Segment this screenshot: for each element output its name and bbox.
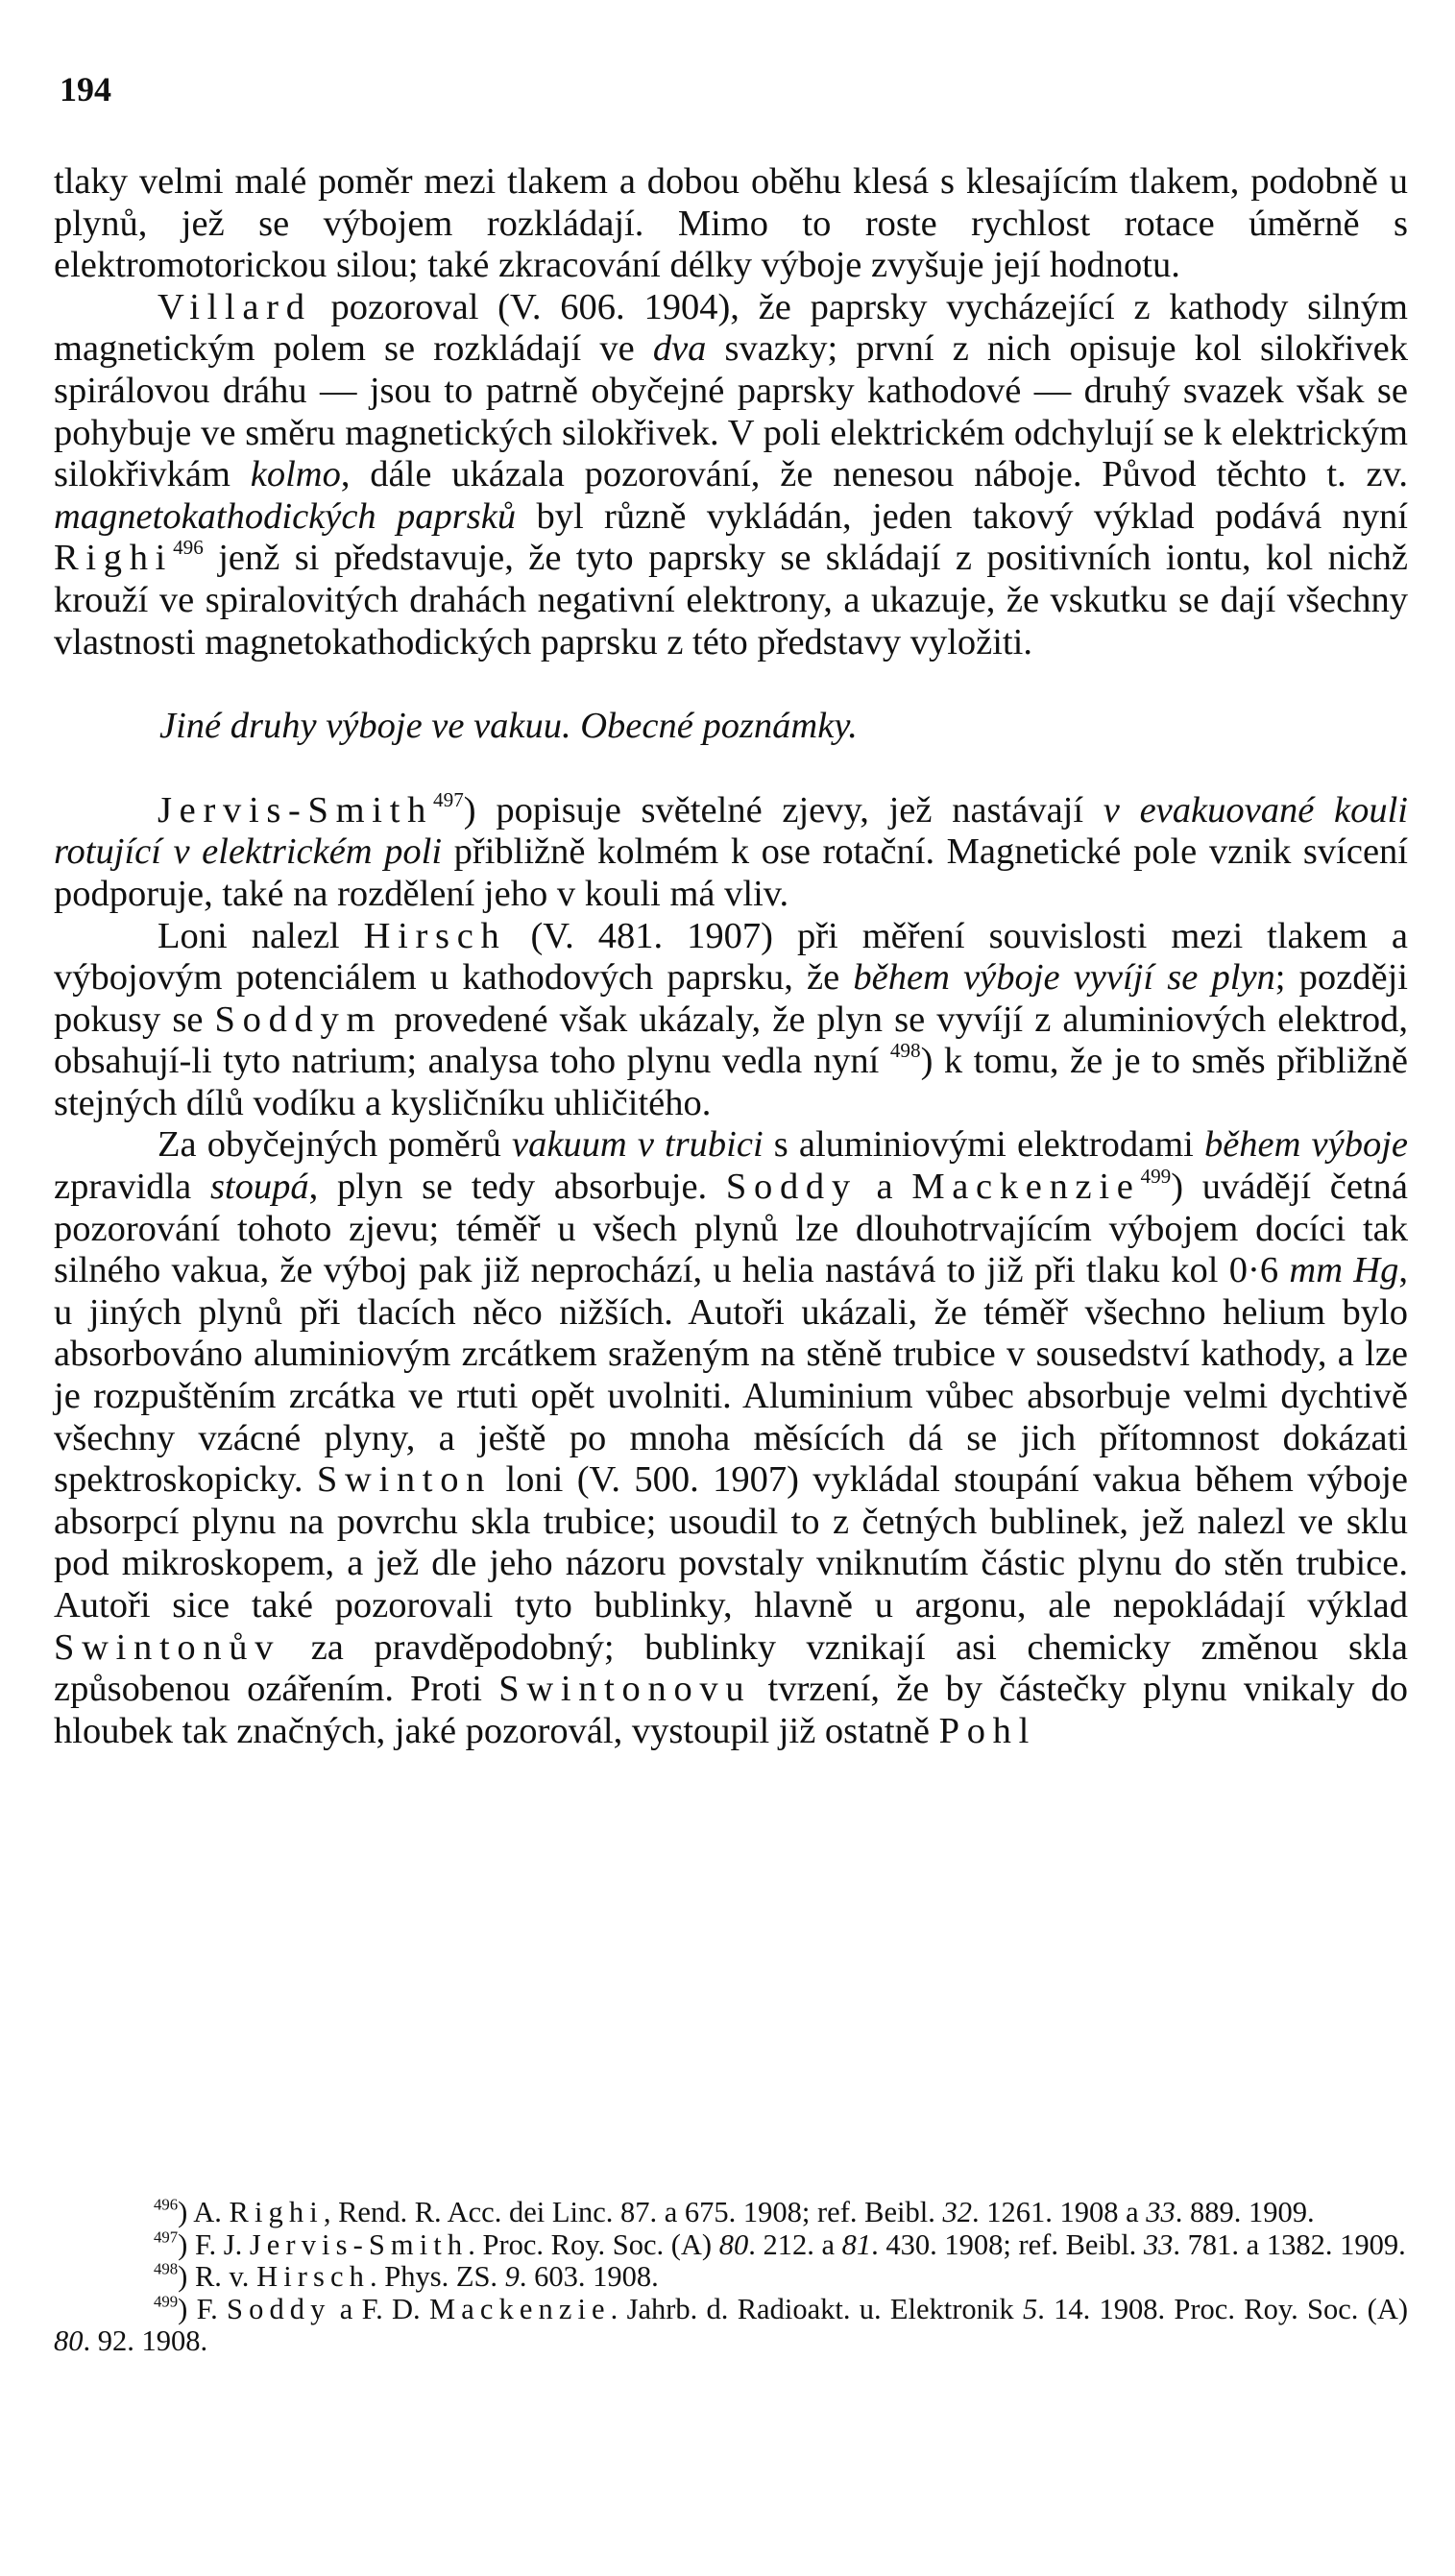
volume-number: 80 [718,2227,749,2261]
volume-number: 5 [1022,2292,1038,2325]
author-name-pohl: Pohl [938,1710,1037,1751]
author-name-mackenzie: Mackenzie [911,1167,1141,1208]
paragraph-vacuum [54,1124,1408,1752]
emphasis-text: během výboje [1203,1124,1408,1166]
text-run: zpravidla [54,1167,210,1208]
emphasis-text: dva [652,328,707,370]
author-name-soddy: Soddy [725,1167,858,1208]
paragraph-villard [54,287,1408,663]
footnote-497 [54,2229,1408,2262]
text-run: svazky; první z nich opisuje kol silokřivek spirálovou dráhu — jsou to patrně obyčejné paprsky kathodové — druhý svazek však se pohybuje ve směru magnetických silokřivek. V poli elektrickém odchylují se k elektrickým silokřivkám [54,328,1409,495]
author-name-hirsch: Hirsch [256,2260,370,2293]
text-run: pozoroval (V. 606. 1904), že paprsky vycházející z kathody silným magnetickým polem se rozkládají ve [54,286,1408,370]
text-run: , plyn se tedy absorbuje. [308,1167,726,1208]
text-run: ) uvádějí četná pozorování tohoto zjevu; téměř u všech plynů lze dlouhotrvajícím výbojem docíci tak silného vakua, že výboj pak již neprochází, u helia nastává to již při tlaku kol 0·6 [54,1167,1408,1291]
footnote-498 [54,2261,1408,2294]
text-run: . 889. 1909. [1175,2196,1315,2228]
emphasis-text: stoupá [209,1167,309,1208]
emphasis-text: v evakuované kouli rotující v elektrickém poli [54,789,1408,873]
text-run: Loni nalezl [158,915,364,956]
text-run: . 603. 1908. [519,2260,659,2293]
footnote-496 [54,2197,1408,2229]
emphasis-text: vakuum v trubici [511,1124,764,1166]
emphasis-text: kolmo [250,454,341,495]
author-name-righi: Righi [54,538,174,579]
author-name-soddy: Soddy [227,2292,331,2325]
text-run: , dále ukázala pozorování, že nenesou náboje. Původ těchto t. zv. [340,454,1408,495]
text-run: přibližně kolmém k ose rotační. Magnetické pole vznik svícení podporuje, také na rozdělení jeho v kouli má vliv. [54,831,1408,914]
body-text [54,161,1408,1752]
volume-number: 9 [504,2260,520,2293]
text-run: ) F. J. [178,2227,250,2261]
text-run: . 781. a 1382. 1909. [1173,2227,1406,2261]
author-name-hirsch: Hirsch [363,915,507,956]
text-run: . Phys. ZS. [369,2260,505,2293]
footnote-ref-497[interactable]: 497 [433,787,464,811]
volume-number: 33 [1146,2196,1176,2228]
author-name-jervis-smith: Jervis-Smith [158,789,434,831]
emphasis-text: mm Hg [1289,1250,1399,1291]
text-run: , Rend. R. Acc. dei Linc. 87. a 675. 1908; ref. Beibl. [323,2196,943,2228]
footnote-number: 498 [154,2259,179,2278]
text-run: (V. 481. 1907) při měření souvislosti mezi tlakem a výbojovým potenciálem u kathodových paprsku, že [54,915,1408,999]
author-name-righi: Righi [229,2196,324,2228]
text-run: za pravděpodobný; bublinky vznikají asi chemicky změnou skla způsobenou ozářením. Proti [54,1626,1408,1710]
text-run: ) k tomu, že je to směs přibližně stejných dílů vodíku a kysličníku uhličitého. [54,1041,1408,1123]
paragraph-rotation [54,161,1408,287]
paragraph-hirsch [54,916,1408,1125]
text-run: . 430. 1908; ref. Beibl. [871,2227,1144,2261]
footnote-number: 496 [154,2195,179,2214]
text-run: . 14. 1908. Proc. Roy. Soc. (A) [1037,2292,1408,2325]
footnote-number: 499 [154,2291,179,2310]
text-run: Za obyčejných poměrů [158,1124,512,1166]
text-run: tvrzení, že by částečky plynu vnikaly do hloubek tak značných, jaké pozorovál, vystoupil již ostatně [54,1669,1409,1751]
emphasis-text: během výboje vyvíjí se plyn [853,957,1275,999]
volume-number: 32 [942,2196,972,2228]
text-run: loni (V. 500. 1907) vykládal stoupání vakua během výboje absorpcí plynu na povrchu skla trubice; usoudil to z četných bublinek, jež nalezl ve sklu pod mikroskopem, a jež dle jeho názoru povstaly vniknutím částic plynu do stěn trubice. Autoři sice také pozorovali tyto bublinky, hlavně u argonu, ale nepokládají výklad [54,1459,1409,1625]
author-name-swinton: Swintonův [54,1626,281,1668]
author-name-villard: Villard [158,286,312,327]
text-run: , u jiných plynů při tlacích něco nižších. Autoři ukázali, že téměř všechno helium bylo absorbováno aluminiovým zrcátkem sraženým na stěně trubice v sousedství kathody, a lze je rozpuštěním zrcátka ve rtuti opět uvolniti. Aluminium vůbec absorbuje velmi dychtivě všechny vzácné plyny, a ještě po mnoha měsících dá se jich přítomnost dokázati spektroskopicky. [54,1250,1408,1501]
author-name-mackenzie: Mackenzie [428,2292,611,2325]
text-run: . 92. 1908. [83,2324,208,2357]
text-run: ; později pokusy se [54,957,1408,1040]
author-name-swinton: Swintonovu [498,1669,752,1710]
author-name-swinton: Swinton [316,1459,493,1501]
volume-number: 33 [1143,2227,1174,2261]
footnote-499 [54,2291,1408,2358]
section-heading: Jiné druhy výboje ve vakuu. Obecné poznámky. [159,706,858,747]
text-run: . Jahrb. d. Radioakt. u. Elektronik [610,2292,1023,2325]
text-run: ) A. [178,2196,230,2228]
footnote-ref-499[interactable]: 499 [1140,1165,1172,1189]
text-run: ) popisuje světelné zjevy, jež nastávají [463,789,1103,831]
volume-number: 80 [54,2324,84,2357]
page-number: 194 [60,70,111,108]
author-name-soddy: Soddym [214,999,383,1040]
text-run: s aluminiovými elektrodami [763,1124,1204,1166]
footnote-ref-496[interactable]: 496 [173,536,204,560]
emphasis-text: magnetokathodických paprsků [54,495,517,537]
text-run: . 212. a [748,2227,842,2261]
text-run: a [857,1167,912,1208]
text-run: tlaky velmi malé poměr mezi tlakem a dobou oběhu klesá s klesajícím tlakem, podobně u plynů, jež se výbojem rozkládají. Mimo to roste rychlost rotace úměrně s elektromotorickou silou; také zkracování délky výboje zvyšuje její hodnotu. [54,161,1408,286]
text-run: . 1261. 1908 a [971,2196,1147,2228]
text-run: provedené však ukázaly, že plyn se vyvíjí z aluminiových elektrod, obsahují-li tyto natrium; analysa toho plynu vedla nyní [54,999,1409,1082]
text-run: ) F. [178,2292,228,2325]
footnote-number: 497 [154,2227,179,2246]
text-run: . Proc. Roy. Soc. (A) [468,2227,719,2261]
text-run: jenž si představuje, že tyto paprsky se skládají z positivních iontu, kol nichž krouží ve spiralovitých drahách negativní elektrony, a ukazuje, že vskutku se dají všechny vlastnosti magnetokathodických paprsku z této představy vyložiti. [54,538,1408,662]
footnotes [54,2197,1408,2358]
text-run: byl různě vykládán, jeden takový výklad podává nyní [516,495,1408,537]
footnote-ref-498[interactable]: 498 [889,1039,921,1063]
author-name-jervis-smith: Jervis-Smith [249,2227,469,2261]
paragraph-jervis-smith [54,787,1408,916]
text-run: a F. D. [330,2292,429,2325]
volume-number: 81 [841,2227,872,2261]
text-run: ) R. v. [178,2260,257,2293]
